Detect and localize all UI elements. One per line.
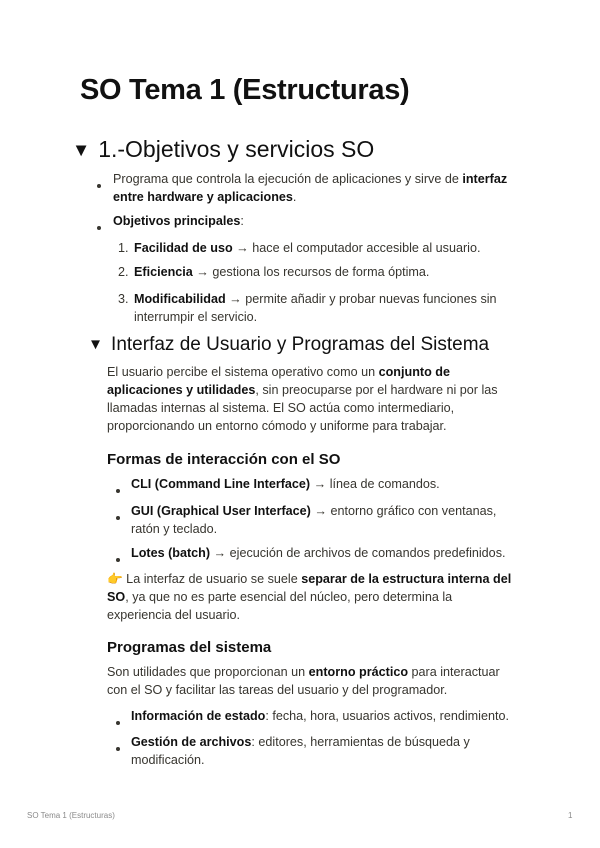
subheading-programas: Programas del sistema	[107, 639, 272, 656]
page-title: SO Tema 1 (Estructuras)	[80, 74, 410, 106]
text-segment: : fecha, hora, usuarios activos, rendimiento.	[265, 709, 509, 723]
text-segment: para interactuar	[408, 665, 500, 679]
section-heading-text: Interfaz de Usuario y Programas del Sistema	[111, 334, 490, 355]
text-segment: .	[292, 190, 297, 204]
bold-text: aplicaciones y utilidades	[107, 383, 256, 397]
list-item	[131, 544, 506, 562]
text-segment: → hace el computador accesible al usuario.	[232, 241, 481, 255]
section-heading-objetivos[interactable]	[72, 136, 374, 163]
bold-text: Facilidad de uso	[134, 241, 233, 255]
text-segment: :	[240, 214, 244, 228]
section-heading-interfaz[interactable]	[88, 334, 489, 356]
bullet-dot	[116, 516, 120, 520]
text-line: experiencia del usuario.	[107, 608, 241, 622]
footer-title: SO Tema 1 (Estructuras)	[27, 811, 115, 820]
text-segment: → ejecución de archivos de comandos predefinidos.	[210, 546, 506, 560]
bold-text: Eficiencia	[134, 265, 193, 279]
list-number: 3.	[118, 292, 129, 306]
text-line: proporcionando un entorno cómodo y uniforme para trabajar.	[107, 419, 447, 433]
text-line: modificación.	[131, 753, 205, 767]
list-item	[134, 290, 534, 326]
bullet-dot	[97, 226, 101, 230]
text-segment: → entorno gráfico con ventanas,	[310, 504, 497, 518]
text-segment: Son utilidades que proporcionan un	[107, 665, 309, 679]
triangle-down-icon[interactable]: ▼	[88, 336, 104, 353]
bold-text: CLI (Command Line Interface)	[131, 477, 311, 491]
text-segment: → línea de comandos.	[310, 477, 440, 491]
list-item	[131, 733, 531, 769]
text-segment: : editores, herramientas de búsqueda y	[251, 735, 470, 749]
bullet-dot	[116, 747, 120, 751]
list-item	[113, 212, 244, 230]
text-segment: , ya que no es parte esencial del núcleo, pero determina la	[125, 590, 453, 604]
footer-page-number: 1	[568, 811, 573, 820]
text-line: interrumpir el servicio.	[134, 310, 258, 324]
bullet-dot	[116, 721, 120, 725]
list-item	[131, 502, 531, 538]
list-item	[131, 707, 509, 725]
bold-text: Objetivos principales	[113, 214, 241, 228]
bullet-dot	[116, 489, 120, 493]
text-segment: → permite añadir y probar nuevas funciones sin	[225, 292, 497, 306]
note-paragraph	[107, 570, 527, 624]
bold-text: Información de estado	[131, 709, 266, 723]
paragraph-intro	[107, 363, 527, 435]
subheading-formas: Formas de interacción con el SO	[107, 451, 341, 468]
text-line: llamadas internas al sistema. El SO actúa como intermediario,	[107, 401, 455, 415]
bold-text: separar de la estructura interna del	[301, 572, 512, 586]
text-segment: → gestiona los recursos de forma óptima.	[192, 265, 430, 279]
bold-text: GUI (Graphical User Interface)	[131, 504, 311, 518]
list-number: 1.	[118, 241, 129, 255]
pointing-hand-icon: 👉	[107, 572, 123, 586]
bold-text: Gestión de archivos	[131, 735, 252, 749]
bold-text: Modificabilidad	[134, 292, 226, 306]
text-segment: La interfaz de usuario se suele	[122, 572, 302, 586]
bullet-dot	[97, 184, 101, 188]
list-item	[113, 170, 533, 206]
list-item	[134, 263, 429, 281]
text-segment: Programa que controla la ejecución de aplicaciones y sirve de	[113, 172, 463, 186]
bold-text: interfaz	[462, 172, 508, 186]
text-line: ratón y teclado.	[131, 522, 218, 536]
list-item	[134, 239, 480, 257]
text-line: con el SO y facilitar las tareas del usuario y del programador.	[107, 683, 448, 697]
bold-text: SO	[107, 590, 126, 604]
text-segment: , sin preocuparse por el hardware ni por las	[255, 383, 498, 397]
text-segment: El usuario percibe el sistema operativo como un	[107, 365, 379, 379]
bold-text: entorno práctico	[308, 665, 409, 679]
section-heading-text: 1.-Objetivos y servicios SO	[98, 136, 375, 162]
bold-text: conjunto de	[378, 365, 450, 379]
paragraph-programs	[107, 663, 527, 699]
list-number: 2.	[118, 265, 129, 279]
bullet-dot	[116, 558, 120, 562]
bold-text: Lotes (batch)	[131, 546, 211, 560]
list-item	[131, 475, 440, 493]
bold-text: entre hardware y aplicaciones	[113, 190, 293, 204]
triangle-down-icon[interactable]: ▼	[72, 139, 91, 160]
